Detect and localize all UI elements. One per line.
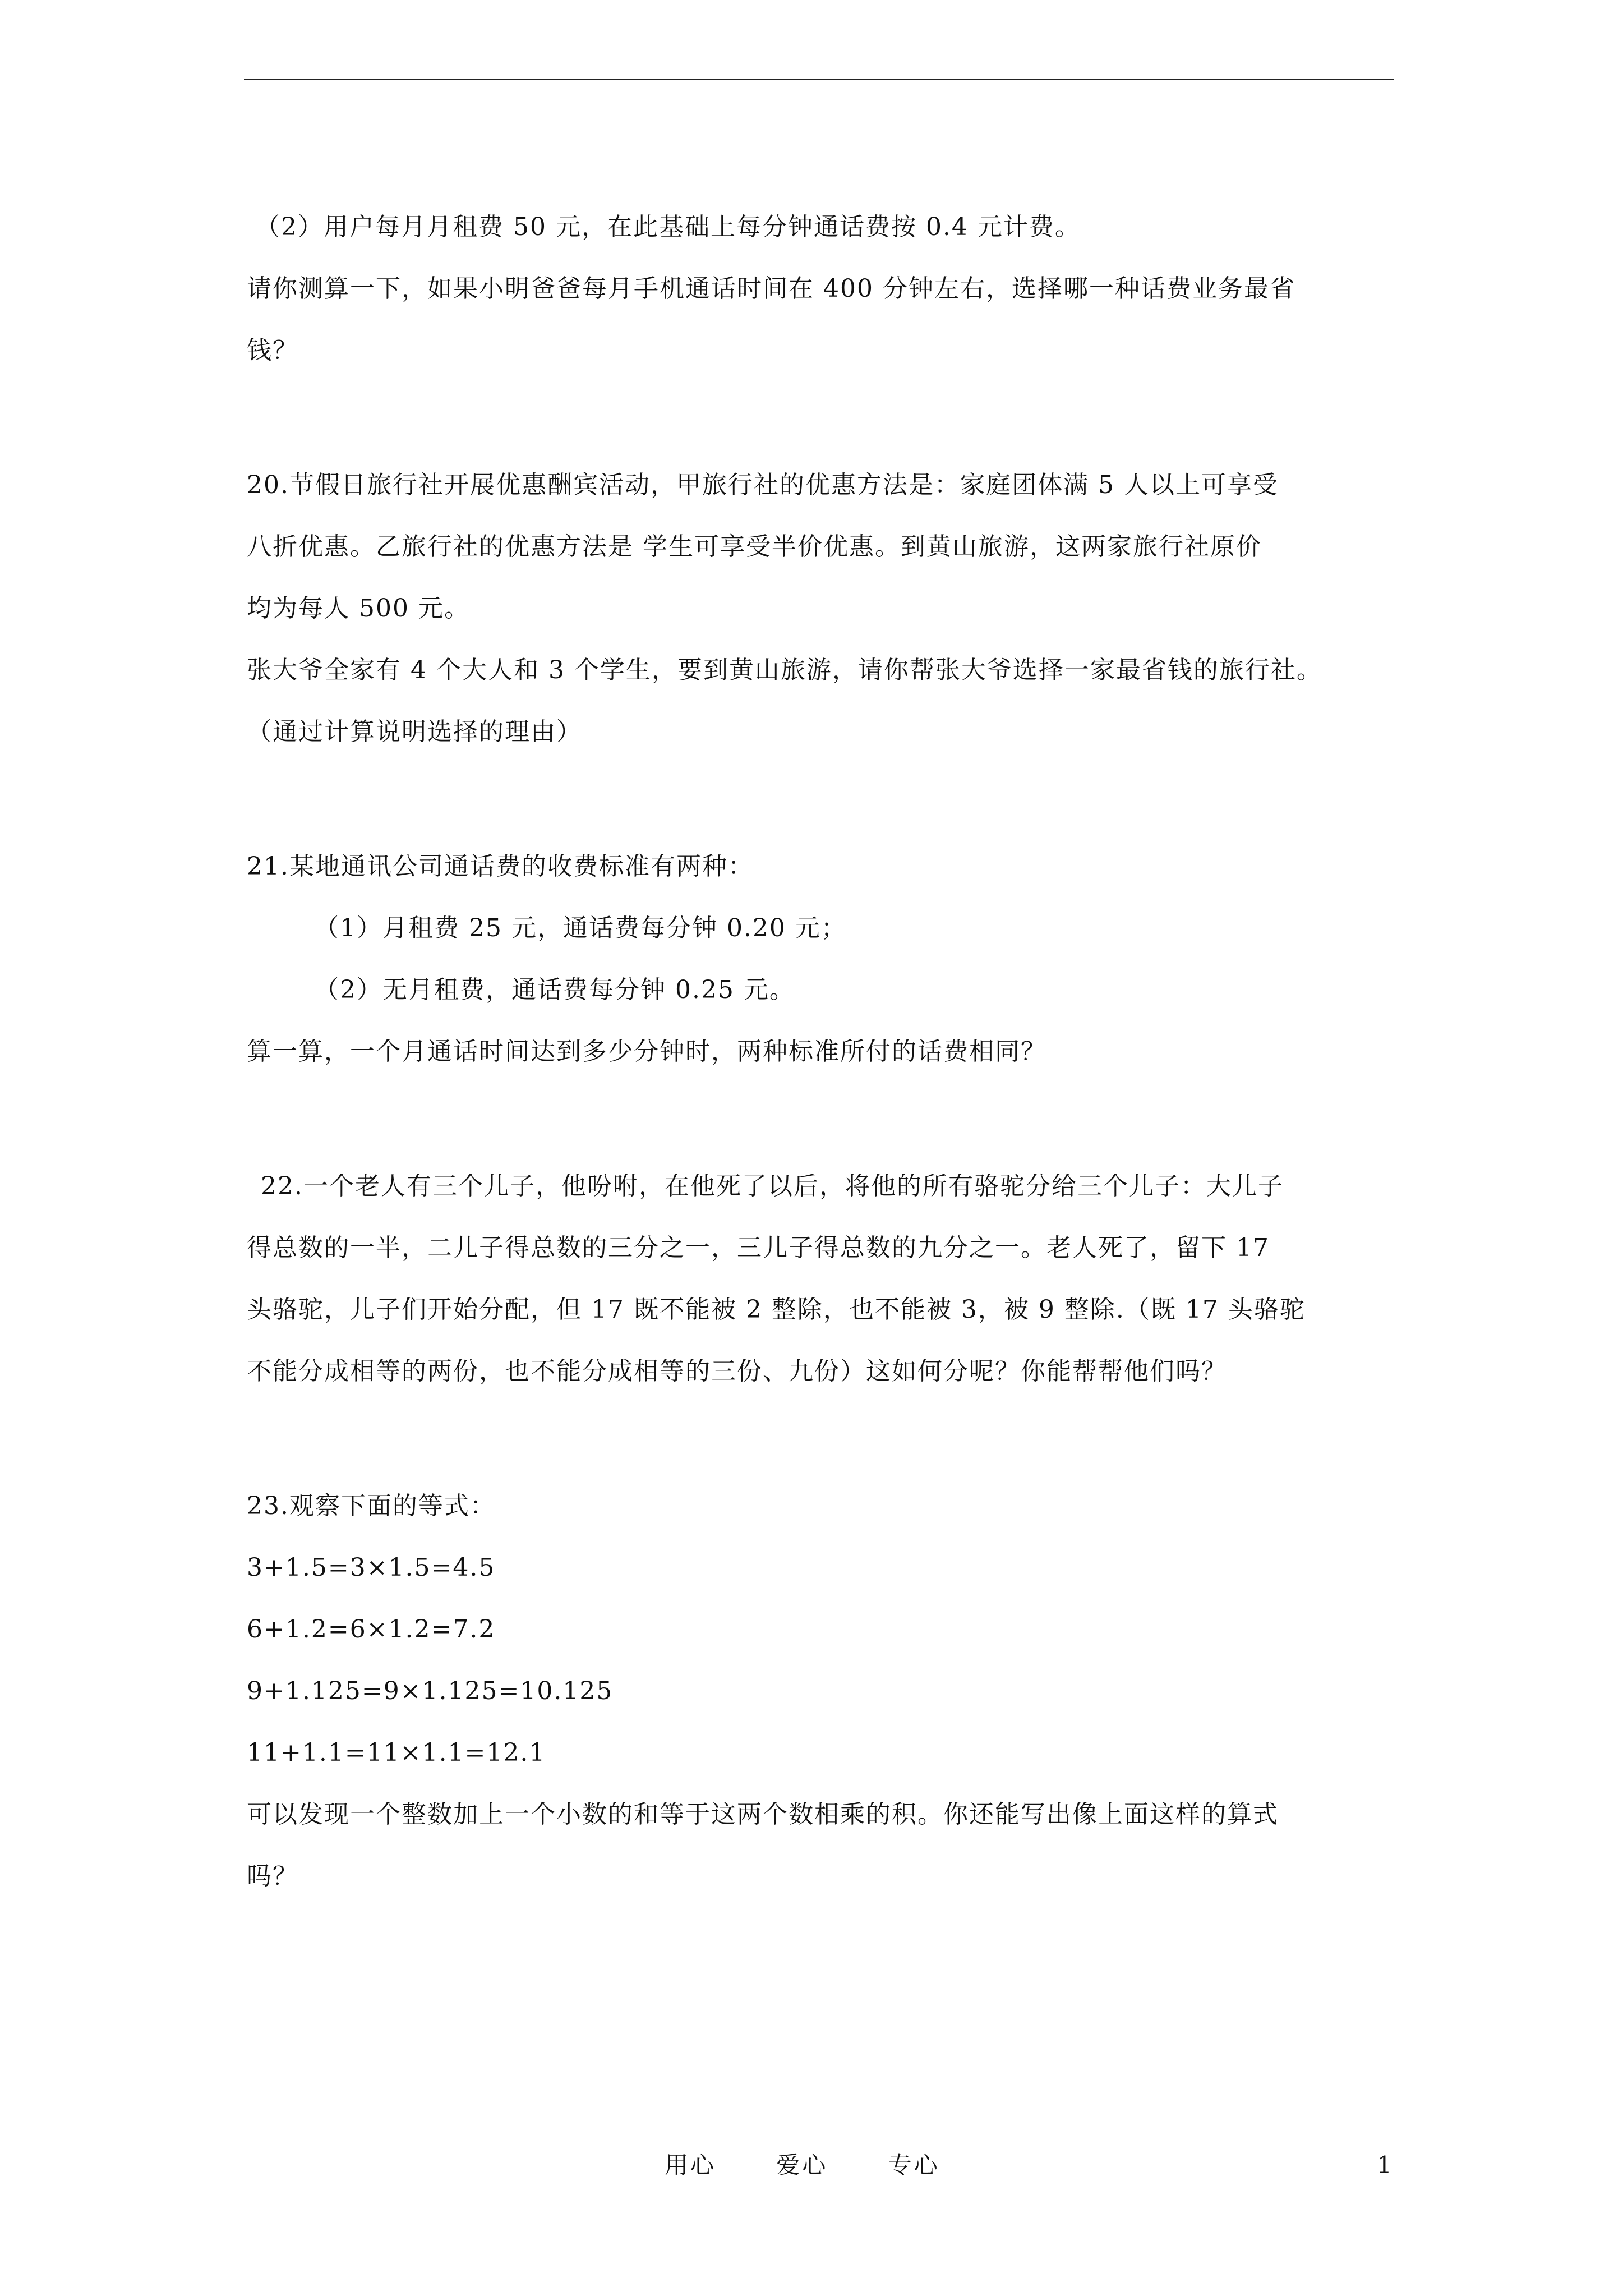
q22-line-4: 不能分成相等的两份，也不能分成相等的三份、九份）这如何分呢？你能帮帮他们吗？ xyxy=(247,1357,1227,1386)
footer-motto-3: 专心 xyxy=(888,2151,940,2179)
q23-equation-2: 6+1.2=6×1.2=7.2 xyxy=(247,1615,496,1644)
q23-question-line-1: 可以发现一个整数加上一个小数的和等于这两个数相乘的积。你还能写出像上面这样的算式 xyxy=(247,1800,1279,1829)
page-number: 1 xyxy=(1377,2151,1392,2179)
q20-line-4: 张大爷全家有 4 个大人和 3 个学生，要到黄山旅游，请你帮张大爷选择一家最省钱的旅行社。 xyxy=(247,656,1322,684)
footer-motto-1: 用心 xyxy=(665,2151,717,2179)
q21-line-1: 21.某地通讯公司通话费的收费标准有两种： xyxy=(247,852,754,881)
q22-line-1: 22.一个老人有三个儿子，他吩咐，在他死了以后，将他的所有骆驼分给三个儿子：大儿子 xyxy=(261,1172,1284,1200)
q19-question-line-2: 钱？ xyxy=(247,336,298,365)
q21-option-2: （2）无月租费，通话费每分钟 0.25 元。 xyxy=(314,976,795,1004)
q19-question-line-1: 请你测算一下，如果小明爸爸每月手机通话时间在 400 分钟左右，选择哪一种话费业务最省 xyxy=(247,274,1295,303)
q23-equation-3: 9+1.125=9×1.125=10.125 xyxy=(247,1677,614,1705)
q23-equation-4: 11+1.1=11×1.1=12.1 xyxy=(247,1738,546,1767)
q21-option-1: （1）月租费 25 元，通话费每分钟 0.20 元； xyxy=(314,914,847,942)
q22-line-3: 头骆驼，儿子们开始分配，但 17 既不能被 2 整除，也不能被 3，被 9 整除.（既 17 头骆驼 xyxy=(247,1295,1306,1324)
footer-motto xyxy=(665,2148,990,2182)
q20-line-3: 均为每人 500 元。 xyxy=(247,594,470,623)
header-rule xyxy=(244,79,1394,80)
q19-option-2: （2）用户每月月租费 50 元，在此基础上每分钟通话费按 0.4 元计费。 xyxy=(255,213,1081,241)
q23-equation-1: 3+1.5=3×1.5=4.5 xyxy=(247,1553,496,1582)
q23-question-line-2: 吗？ xyxy=(247,1862,298,1890)
q20-line-1: 20.节假日旅行社开展优惠酬宾活动，甲旅行社的优惠方法是：家庭团体满 5 人以上可享受 xyxy=(247,471,1279,499)
q20-line-5: （通过计算说明选择的理由） xyxy=(247,717,582,746)
footer-motto-2: 爱心 xyxy=(776,2151,828,2179)
q20-line-2: 八折优惠。乙旅行社的优惠方法是 学生可享受半价优惠。到黄山旅游，这两家旅行社原价 xyxy=(247,532,1262,561)
q21-question: 算一算，一个月通话时间达到多少分钟时，两种标准所付的话费相同？ xyxy=(247,1037,1046,1066)
q23-line-1: 23.观察下面的等式： xyxy=(247,1492,496,1520)
q22-line-2: 得总数的一半，二儿子得总数的三分之一，三儿子得总数的九分之一。老人死了，留下 17 xyxy=(247,1234,1270,1262)
